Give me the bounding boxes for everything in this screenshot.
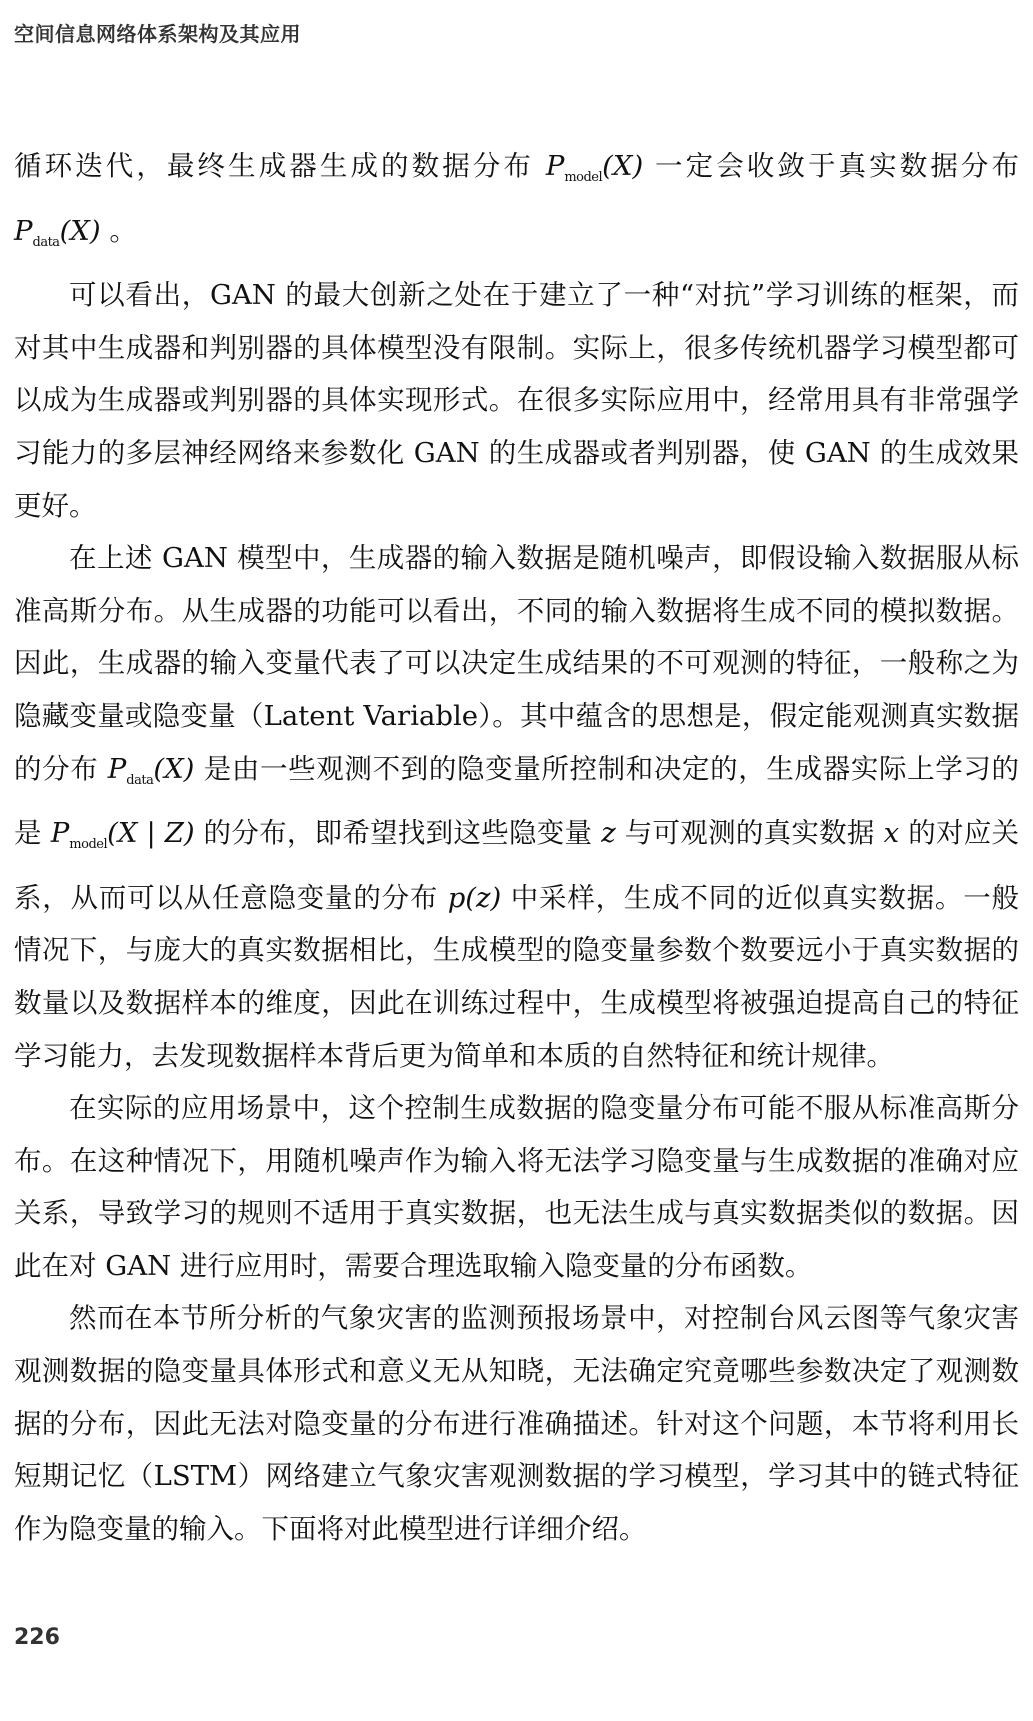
body-text [14, 140, 1019, 1555]
math-symbol: P [50, 817, 70, 850]
math-symbol: x [883, 817, 900, 850]
math-symbol: p [447, 881, 466, 914]
paragraph-1 [14, 269, 1019, 532]
math-argument: (X | Z) [107, 817, 195, 850]
math-argument: (X) [153, 752, 195, 785]
text-run: 。 [100, 214, 137, 247]
math-subscript: model [69, 837, 108, 853]
text-run: 在实际的应用场景中，这个控制生成数据的隐变量分布可能不服从标准高斯分布。在这种情况下，用随机噪声作为输入将无法学习隐变量与生成数据的准确对应关系，导致学习的规则不适用于真实数据，也无法生成与真实数据类似的数据。因此在对 GAN 进行应用时，需要合理选取输入隐变量的分布函数。 [14, 1092, 1019, 1282]
text-run: 循环迭代，最终生成器生成的数据分布 [14, 150, 546, 182]
text-run: 可以看出，GAN 的最大创新之处在于建立了一种“对抗”学习训练的框架，而对其中生成器和判别器的具体模型没有限制。实际上，很多传统机器学习模型都可以成为生成器或判别器的具体实现形式。在很多实际应用中，经常用具有非常强学习能力的多层神经网络来参数化 GAN 的生成器或者判别器，使 GAN 的生成效果更好。 [14, 279, 1019, 522]
inline-math [545, 150, 644, 185]
math-symbol: P [14, 214, 33, 247]
inline-math [448, 882, 502, 914]
inline-math [14, 214, 101, 250]
text-run: 的分布，即希望找到这些隐变量 [194, 817, 602, 850]
text-run: 在上述 GAN 模型中，生成器的输入数据是随机噪声，即假设输入数据服从标准高斯分布。从生成器的功能可以看出，不同的输入数据将生成不同的模拟数据。因此，生成器的输入变量代表了可以决定生成结果的不可观测的特征，一般称之为隐藏变量或隐变量（Latent Variable）。其中蕴含的思想是，假定能观测真实数据的分布 [14, 542, 1019, 785]
text-run: 中采样，生成不同的近似真实数据。一般情况下，与庞大的真实数据相比，生成模型的隐变量参数个数要远小于真实数据的数量以及数据样本的维度，因此在训练过程中，生成模型将被强迫提高自己的特征学习能力，去发现数据样本背后更为简单和本质的自然特征和统计规律。 [14, 881, 1019, 1072]
inline-math [884, 817, 900, 849]
math-subscript: model [564, 170, 603, 185]
text-run: 一定会收敛于真实数据分布 [643, 150, 1019, 182]
inline-math [601, 817, 616, 849]
paragraph-0 [14, 140, 1019, 269]
text-run: 然而在本节所分析的气象灾害的监测预报场景中，对控制台风云图等气象灾害观测数据的隐变量具体形式和意义无从知晓，无法确定究竟哪些参数决定了观测数据的分布，因此无法对隐变量的分布进行准确描述。针对这个问题，本节将利用长短期记忆（LSTM）网络建立气象灾害观测数据的学习模型，学习其中的链式特征作为隐变量的输入。下面将对此模型进行详细介绍。 [14, 1302, 1019, 1545]
running-head: 空间信息网络体系架构及其应用 [14, 22, 301, 46]
text-run: 的对应关系，从而可以从任意隐变量的分布 [14, 817, 1019, 914]
math-symbol: z [601, 817, 616, 850]
paragraph-4 [14, 1292, 1019, 1555]
text-run: 与可观测的真实数据 [615, 817, 884, 850]
inline-math [107, 752, 195, 788]
math-argument: (X) [602, 150, 644, 182]
math-subscript: data [32, 234, 60, 250]
math-argument: (X) [59, 214, 101, 247]
page-number: 226 [14, 1625, 60, 1650]
text-run: 是由一些观测不到的隐变量所控制和决定的，生成器实际上学习的是 [14, 752, 1019, 850]
paragraph-3 [14, 1082, 1019, 1292]
math-subscript: data [126, 772, 154, 788]
inline-math [50, 817, 195, 853]
math-symbol: P [545, 150, 565, 182]
paragraph-2 [14, 532, 1019, 1082]
math-symbol: P [107, 752, 127, 785]
math-argument: (z) [465, 881, 502, 914]
